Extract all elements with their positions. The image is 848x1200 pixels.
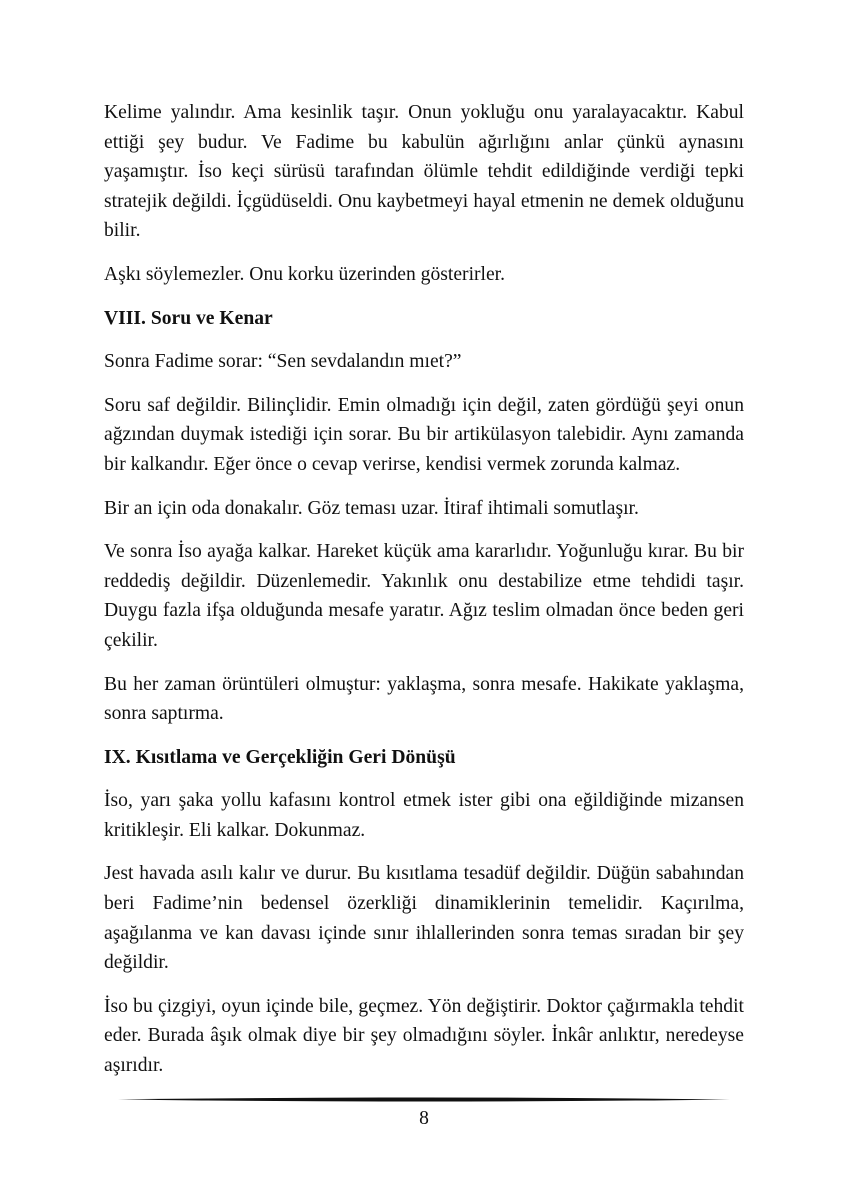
footer-divider-swoosh (118, 1097, 730, 1102)
paragraph-7: Bu her zaman örüntüleri olmuştur: yaklaşma, sonra mesafe. Hakikate yaklaşma, sonra saptırma. (104, 673, 744, 725)
paragraph-4: Soru saf değildir. Bilinçlidir. Emin olmadığı için değil, zaten gördüğü şeyi onun ağzından duymak istediği için sorar. Bu bir artikülasyon talebidir. Aynı zamanda bir kalkandır. Eğer önce o cevap verirse, kendisi vermek zorunda kalmaz. (104, 394, 744, 475)
footer-divider (118, 1097, 730, 1102)
paragraph-1: Kelime yalındır. Ama kesinlik taşır. Onun yokluğu onu yaralayacaktır. Kabul ettiği şey budur. Ve Fadime bu kabulün ağırlığını anlar çünkü aynasını yaşamıştır. İso keçi sürüsü tarafından ölümle tehdit edildiğinde verdiği tepki stratejik değildi. İçgüdüseldi. Onu kaybetmeyi hayal etmenin ne demek olduğunu bilir. (104, 102, 744, 242)
section-heading-viii: VIII. Soru ve Kenar (104, 307, 273, 329)
paragraph-5: Bir an için oda donakalır. Göz teması uzar. İtiraf ihtimali somutlaşır. (104, 497, 639, 519)
paragraph-2: Aşkı söylemezler. Onu korku üzerinden gösterirler. (104, 263, 506, 285)
paragraph-3: Sonra Fadime sorar: “Sen sevdalandın mıet?” (104, 351, 462, 373)
page-body (104, 98, 744, 1095)
paragraph-8: İso, yarı şaka yollu kafasını kontrol etmek ister gibi ona eğildiğinde mizansen kritikleşir. Eli kalkar. Dokunmaz. (104, 790, 744, 841)
paragraph-10: İso bu çizgiyi, oyun içinde bile, geçmez. Yön değiştirir. Doktor çağırmakla tehdit eder. Burada âşık olmak diye bir şey olmadığını söyler. İnkâr anlıktır, neredeyse aşırıdır. (104, 995, 744, 1077)
paragraph-9: Jest havada asılı kalır ve durur. Bu kısıtlama tesadüf değildir. Düğün sabahından beri Fadime’nin bedensel özerkliği dinamiklerinin temelidir. Kaçırılma, aşağılanma ve kan davası içinde sınır ihlallerinden sonra temas sıradan bir şey değildir. (104, 863, 744, 974)
paragraph-6: Ve sonra İso ayağa kalkar. Hareket küçük ama kararlıdır. Yoğunluğu kırar. Bu bir reddediş değildir. Düzenlemedir. Yakınlık onu destabilize etme tehdidi taşır. Duygu fazla ifşa olduğunda mesafe yaratır. Ağız teslim olmadan önce beden geri çekilir. (104, 541, 744, 651)
page-number: 8 (419, 1108, 429, 1129)
section-heading-ix: IX. Kısıtlama ve Gerçekliğin Geri Dönüşü (104, 746, 456, 768)
